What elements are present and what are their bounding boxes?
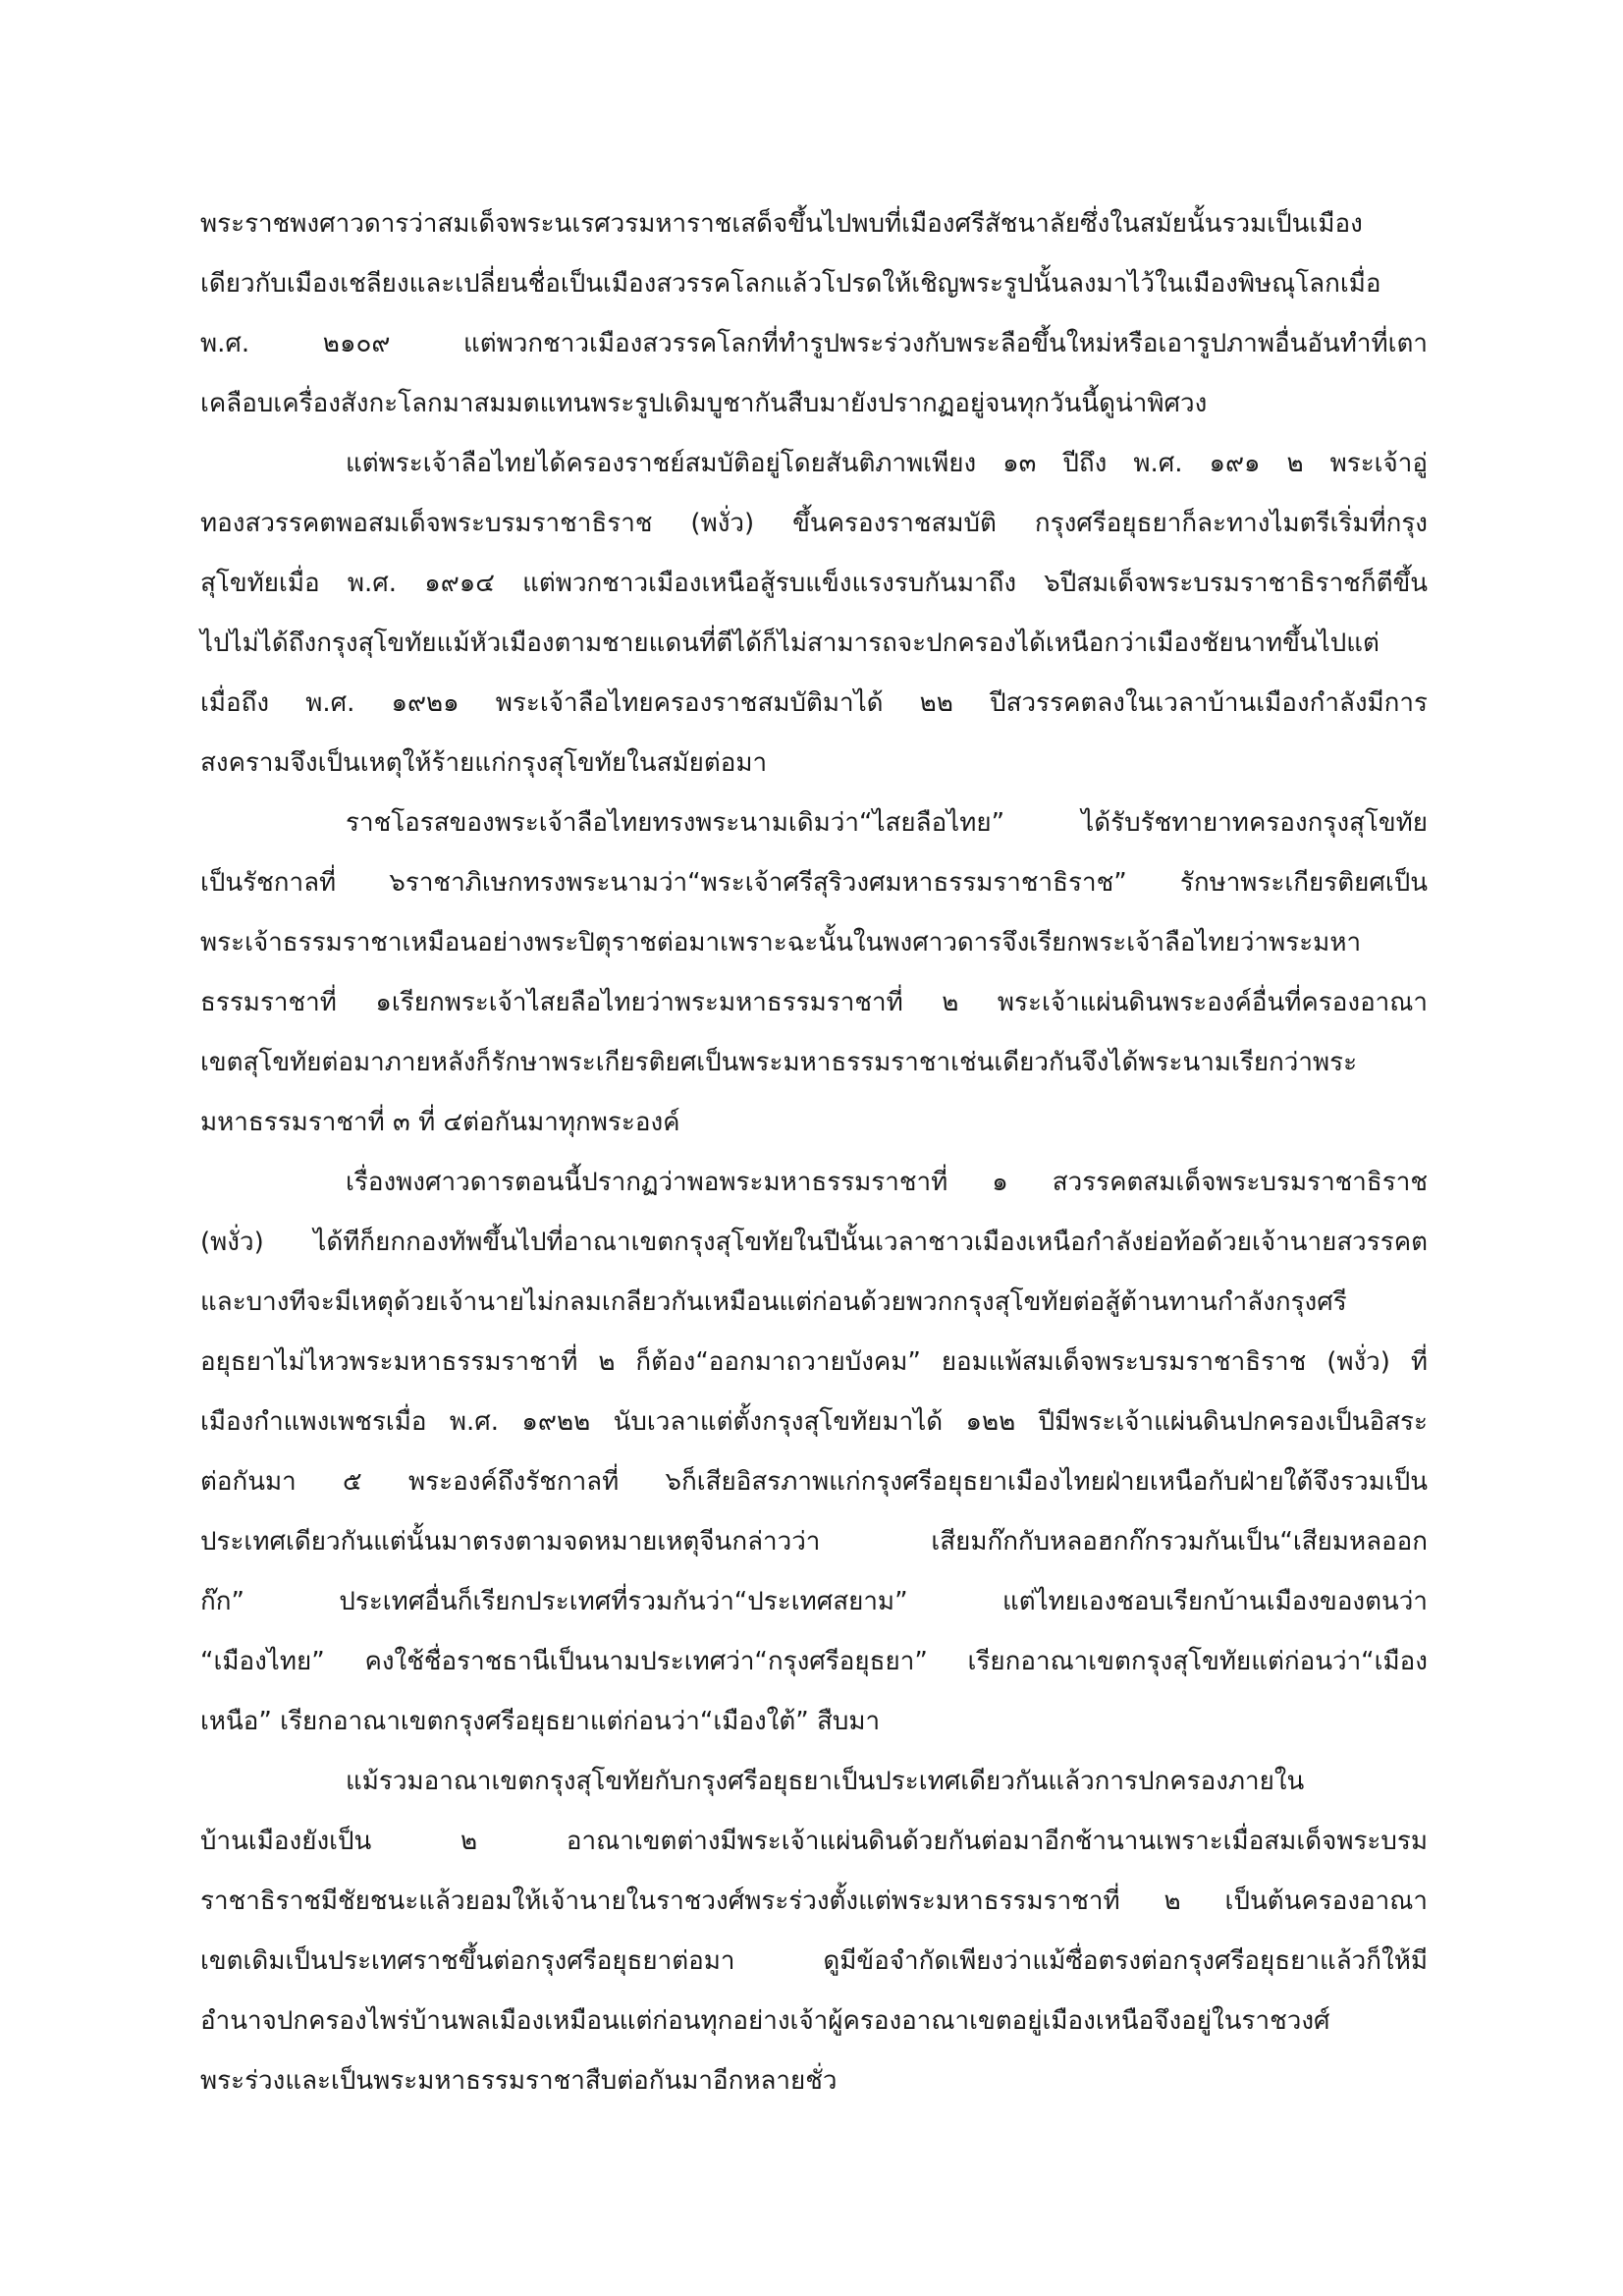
text-line: เขตสุโขทัยต่อมาภายหลังก็รักษาพระเกียรติยศเป็นพระมหาธรรมราชาเช่นเดียวกันจึงได้พระนามเรียกว่าพระ: [200, 1048, 1358, 1077]
text-line: เรื่องพงศาวดารตอนนี้ปรากฏว่าพอพระมหาธรรมราชาที่ ๑ สวรรคตสมเด็จพระบรมราชาธิราช: [346, 1168, 1428, 1197]
text-line: อยุธยาไม่ไหวพระมหาธรรมราชาที่ ๒ ก็ต้อง“ออกมาถวายบังคม” ยอมแพ้สมเด็จพระบรมราชาธิราช (พงั่ว) ที่: [200, 1347, 1428, 1377]
text-line: มหาธรรมราชาที่ ๓ ที่ ๔ต่อกันมาทุกพระองค์: [200, 1108, 680, 1137]
paragraph: [200, 1752, 1428, 2111]
text-line: ราชาธิราชมีชัยชนะแล้วยอมให้เจ้านายในราชวงศ์พระร่วงตั้งแต่พระมหาธรรมราชาที่ ๒ เป็นต้นครองอาณา: [200, 1886, 1428, 1916]
text-line: ทองสวรรคตพอสมเด็จพระบรมราชาธิราช (พงั่ว) ขึ้นครองราชสมบัติ กรุงศรีอยุธยาก็ละทางไมตรีเริ่มที่กรุง: [200, 509, 1428, 538]
text-line: บ้านเมืองยังเป็น ๒ อาณาเขตต่างมีพระเจ้าแผ่นดินด้วยกันต่อมาอีกช้านานเพราะเมื่อสมเด็จพระบรม: [200, 1827, 1428, 1856]
paragraph: [200, 194, 1428, 434]
text-line: แต่พระเจ้าลือไทยได้ครองราชย์สมบัติอยู่โดยสันติภาพเพียง ๑๓ ปีถึง พ.ศ. ๑๙๑ ๒ พระเจ้าอู่: [346, 449, 1428, 478]
text-line: เป็นรัชกาลที่ ๖ราชาภิเษกทรงพระนามว่า“พระเจ้าศรีสุริวงศมหาธรรมราชาธิราช” รักษาพระเกียรติยศเป็น: [200, 868, 1428, 898]
text-line: เหนือ” เรียกอาณาเขตกรุงศรีอยุธยาแต่ก่อนว่า“เมืองใต้” สืบมา: [200, 1707, 881, 1736]
document-body-text: [200, 194, 1428, 2111]
text-line: เมืองกำแพงเพชรเมื่อ พ.ศ. ๑๙๒๒ นับเวลาแต่ตั้งกรุงสุโขทัยมาได้ ๑๒๒ ปีมีพระเจ้าแผ่นดินปกครองเป็นอิสระ: [200, 1407, 1428, 1437]
text-line: พระร่วงและเป็นพระมหาธรรมราชาสืบต่อกันมาอีกหลายชั่ว: [200, 2066, 838, 2096]
text-line: พระเจ้าธรรมราชาเหมือนอย่างพระปิตุราชต่อมาเพราะฉะนั้นในพงศาวดารจึงเรียกพระเจ้าลือไทยว่าพระมหา: [200, 928, 1362, 957]
text-line: เดียวกับเมืองเชลียงและเปลี่ยนชื่อเป็นเมืองสวรรคโลกแล้วโปรดให้เชิญพระรูปนั้นลงมาไว้ในเมืองพิษณุโลกเมื่อ: [200, 269, 1381, 299]
text-line: และบางทีจะมีเหตุด้วยเจ้านายไม่กลมเกลียวกันเหมือนแต่ก่อนด้วยพวกกรุงสุโขทัยต่อสู้ต้านทานกำลังกรุงศรี: [200, 1287, 1347, 1317]
text-line: ราชโอรสของพระเจ้าลือไทยทรงพระนามเดิมว่า“ไสยลือไทย” ได้รับรัชทายาทครองกรุงสุโขทัย: [346, 808, 1428, 838]
text-line: ประเทศเดียวกันแต่นั้นมาตรงตามจดหมายเหตุจีนกล่าวว่า เสียมก๊กกับหลอฮกก๊กรวมกันเป็น“เสียมหลออก: [200, 1527, 1428, 1557]
text-line: ไปไม่ได้ถึงกรุงสุโขทัยแม้หัวเมืองตามชายแดนที่ตีได้ก็ไม่สามารถจะปกครองได้เหนือกว่าเมืองชัยนาทขึ้นไปแต่: [200, 629, 1380, 658]
text-line: เคลือบเครื่องสังกะโลกมาสมมตแทนพระรูปเดิมบูชากันสืบมายังปรากฏอยู่จนทุกวันนี้ดูน่าพิศวง: [200, 389, 1208, 418]
text-line: “เมืองไทย” คงใช้ชื่อราชธานีเป็นนามประเทศว่า“กรุงศรีอยุธยา” เรียกอาณาเขตกรุงสุโขทัยแต่ก่อนว่า“เมือง: [200, 1647, 1428, 1676]
paragraph: [200, 1153, 1428, 1752]
paragraph: [200, 434, 1428, 793]
text-line: เขตเดิมเป็นประเทศราชขึ้นต่อกรุงศรีอยุธยาต่อมา ดูมีข้อจำกัดเพียงว่าแม้ซื่อตรงต่อกรุงศรีอยุธยาแล้วก็ให้มี: [200, 1946, 1428, 1976]
text-line: พระราชพงศาวดารว่าสมเด็จพระนเรศวรมหาราชเสด็จขึ้นไปพบที่เมืองศรีสัชนาลัยซึ่งในสมัยนั้นรวมเป็นเมือง: [200, 209, 1363, 239]
text-line: สงครามจึงเป็นเหตุให้ร้ายแก่กรุงสุโขทัยในสมัยต่อมา: [200, 748, 768, 778]
text-line: แม้รวมอาณาเขตกรุงสุโขทัยกับกรุงศรีอยุธยาเป็นประเทศเดียวกันแล้วการปกครองภายใน: [346, 1767, 1305, 1796]
text-line: สุโขทัยเมื่อ พ.ศ. ๑๙๑๔ แต่พวกชาวเมืองเหนือสู้รบแข็งแรงรบกันมาถึง ๖ปีสมเด็จพระบรมราชาธิราชก็ตีขึ้น: [200, 569, 1428, 598]
text-line: เมื่อถึง พ.ศ. ๑๙๒๑ พระเจ้าลือไทยครองราชสมบัติมาได้ ๒๒ ปีสวรรคตลงในเวลาบ้านเมืองกำลังมีการ: [200, 688, 1428, 718]
text-line: ต่อกันมา ๕ พระองค์ถึงรัชกาลที่ ๖ก็เสียอิสรภาพแก่กรุงศรีอยุธยาเมืองไทยฝ่ายเหนือกับฝ่ายใต้จึงรวมเป็น: [200, 1467, 1428, 1497]
text-line: อำนาจปกครองไพร่บ้านพลเมืองเหมือนแต่ก่อนทุกอย่างเจ้าผู้ครองอาณาเขตอยู่เมืองเหนือจึงอยู่ในราชวงศ์: [200, 2006, 1330, 2036]
text-line: ก๊ก” ประเทศอื่นก็เรียกประเทศที่รวมกันว่า“ประเทศสยาม” แต่ไทยเองชอบเรียกบ้านเมืองของตนว่า: [200, 1587, 1428, 1616]
text-line: ธรรมราชาที่ ๑เรียกพระเจ้าไสยลือไทยว่าพระมหาธรรมราชาที่ ๒ พระเจ้าแผ่นดินพระองค์อื่นที่ครองอาณา: [200, 988, 1428, 1017]
text-line: พ.ศ. ๒๑๐๙ แต่พวกชาวเมืองสวรรคโลกที่ทำรูปพระร่วงกับพระลือขึ้นใหม่หรือเอารูปภาพอื่นอันทำที่เตา: [200, 329, 1428, 358]
paragraph: [200, 793, 1428, 1153]
text-line: (พงั่ว) ได้ทีก็ยกกองทัพขึ้นไปที่อาณาเขตกรุงสุโขทัยในปีนั้นเวลาชาวเมืองเหนือกำลังย่อท้อด้วยเจ้านายสวรรคต: [200, 1228, 1428, 1257]
